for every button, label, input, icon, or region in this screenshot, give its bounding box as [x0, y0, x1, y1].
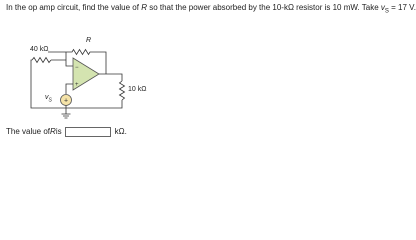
- answer-prompt-before: The value of: [6, 127, 51, 136]
- source-plus-glyph: +: [64, 97, 69, 105]
- input-resistor-label: 40 kΩ: [30, 46, 49, 53]
- question-text-middle: so that the power absorbed by the 10-kΩ resistor is 10 mW. Take: [146, 3, 381, 12]
- opamp-plus-glyph: +: [75, 82, 79, 88]
- answer-row: [6, 126, 127, 137]
- source-label-symbol: v: [45, 94, 49, 101]
- noninverting-wire: [66, 84, 73, 94]
- load-resistor-label: 10 kΩ: [128, 86, 147, 93]
- question-source-symbol: v: [380, 3, 385, 12]
- answer-prompt-variable: R: [50, 127, 56, 136]
- question-variable: R: [141, 3, 147, 12]
- source-label-subscript: S: [48, 97, 52, 104]
- answer-input[interactable]: [65, 127, 111, 137]
- input-resistor-symbol: [32, 58, 51, 63]
- source-label: [45, 94, 52, 102]
- feedback-resistor-label: R: [86, 37, 92, 44]
- output-wire: [99, 74, 122, 81]
- opamp-minus-glyph: −: [75, 65, 79, 71]
- inverting-node-wire: [51, 52, 73, 66]
- question-source-value: = 17 V.: [388, 3, 416, 12]
- load-resistor-symbol: [120, 81, 125, 100]
- question-source-subscript: S: [384, 8, 389, 15]
- ground-return-wire: [64, 97, 122, 108]
- question-text-before: In the op amp circuit, find the value of: [6, 3, 142, 12]
- answer-unit: kΩ.: [114, 127, 127, 136]
- answer-prompt-after: is: [55, 127, 62, 136]
- ground-symbol: [62, 111, 71, 118]
